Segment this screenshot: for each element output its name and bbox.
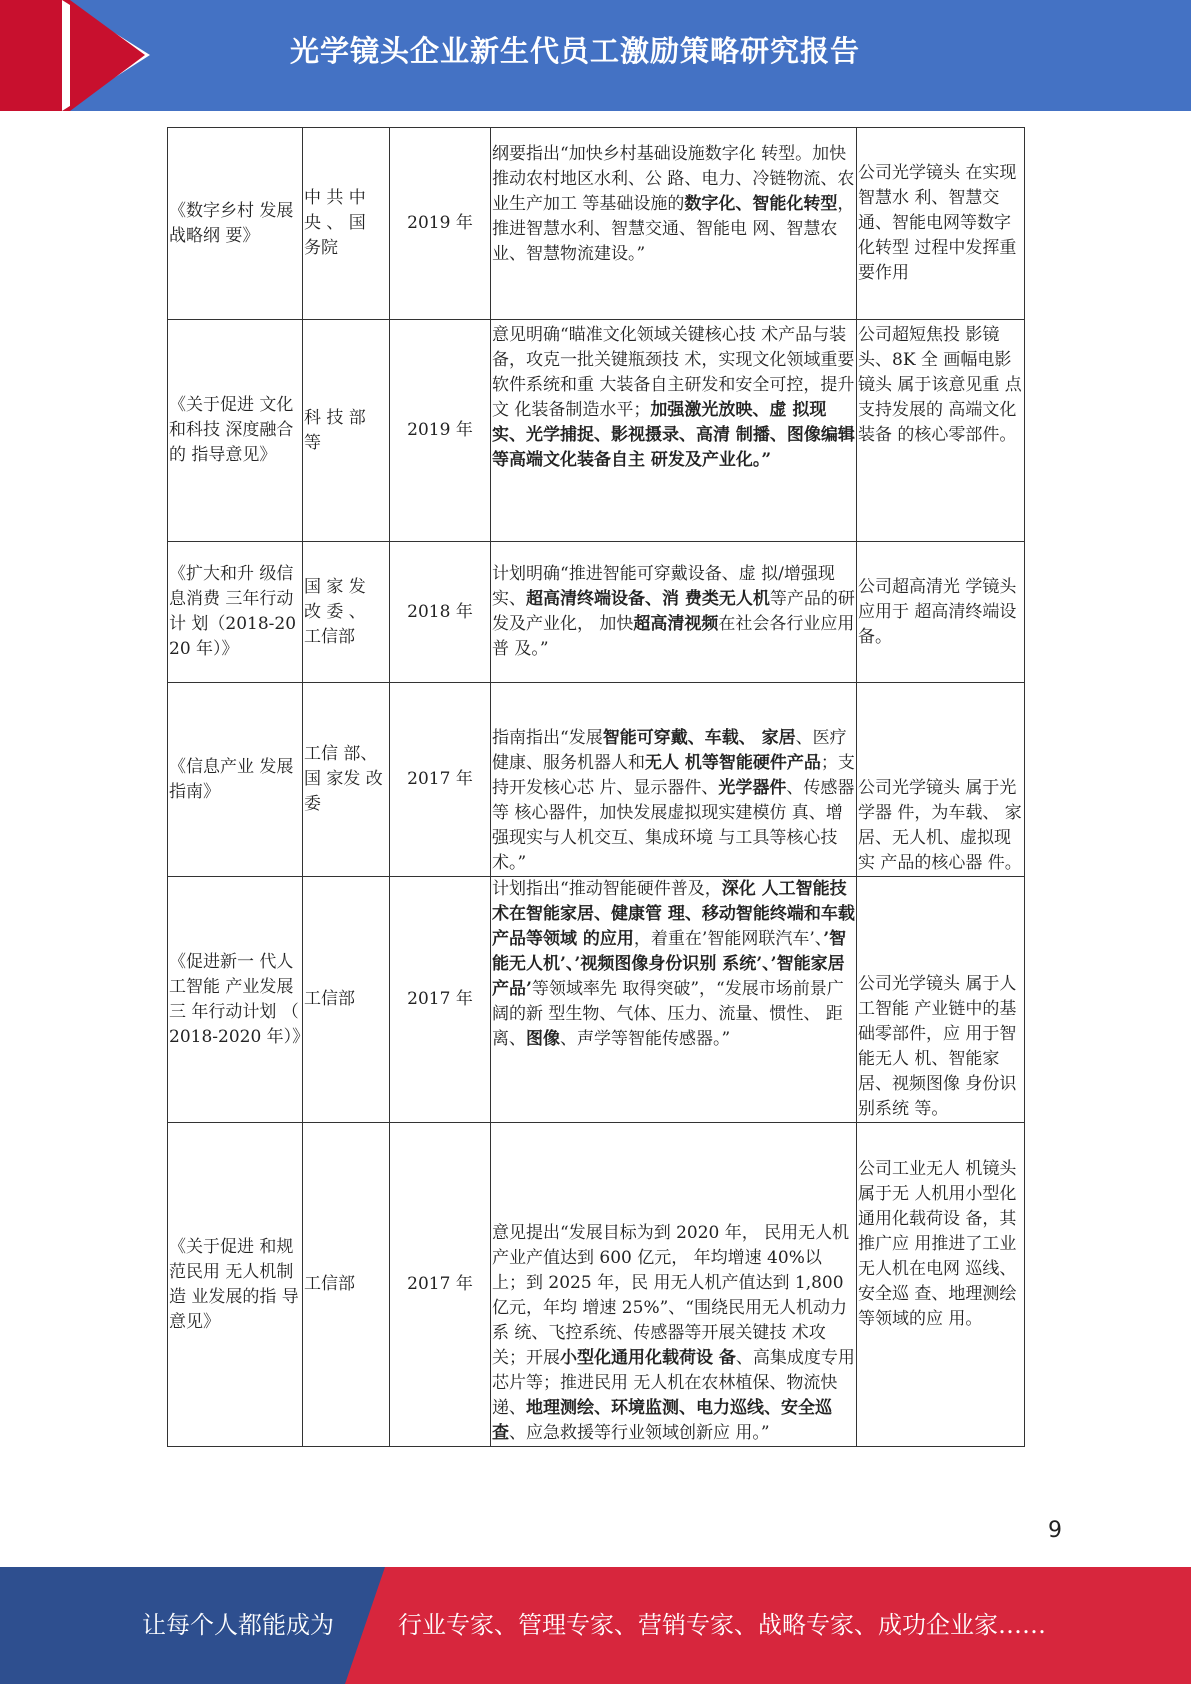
content-text: 纲要指出“加快乡村基础设施数字化 转型。加快推动农村地区水利、公 路、电力、冷链物流、农业生产加工 等基础设施的 bbox=[492, 144, 855, 214]
emphasized-text: 光学器件 bbox=[718, 778, 787, 798]
report-title: 光学镜头企业新生代员工激励策略研究报告 bbox=[290, 34, 861, 68]
emphasized-text: ’智能无人机’、’视频图像身份识别 系统’、’智能家居产品’ bbox=[492, 929, 847, 999]
content-text: 意见明确“瞄准文化领域关键核心技 术产品与装备，攻克一批关键瓶颈技 术，实现文化领域重要软件系统和重 大装备自主研发和安全可控，提升文 化装备制造水平； bbox=[492, 325, 855, 420]
emphasized-text: 无人 机等智能硬件产品 bbox=[645, 753, 821, 773]
table-row bbox=[168, 320, 1025, 542]
policy-name: 《关于促进 文化和科技 深度融合的 指导意见》 bbox=[168, 320, 303, 542]
year: 2018 年 bbox=[390, 542, 491, 683]
content-text: ，着重在’智能网联汽车’、 bbox=[633, 929, 824, 949]
emphasized-text: 图像 bbox=[526, 1029, 560, 1049]
content-text: 、应急救援等行业领域创新应 用。” bbox=[509, 1423, 770, 1443]
content-text: 意见提出“发展目标为到 2020 年， 民用无人机产业产值达到 600 亿元， 年均增速 40%以上；到 2025 年，民 用无人机产值达到 1,800 亿元，年均 增速 25%”、“围绕民用无人机动力系 统、飞控系统、传感器等开展关键技 术攻关；开展 bbox=[492, 1223, 850, 1368]
emphasized-text: 数字化、智能化转型 bbox=[684, 194, 838, 214]
issuer: 国 家 发 改 委 、 工信部 bbox=[303, 542, 390, 683]
policy-content bbox=[491, 542, 857, 683]
relevance: 公司工业无人 机镜头属于无 人机用小型化 通用化载荷设 备，其推广应 用推进了工业无人机在电网 巡线、安全巡 查、地理测绘 等领域的应 用。 bbox=[857, 1123, 1025, 1447]
table-row bbox=[168, 683, 1025, 877]
content-text: 、传感器等 核心器件，加快发展虚拟现实建模仿 真、增强现实与人机交互、集成环境 与工具等核心技术。” bbox=[492, 778, 855, 873]
policy-name: 《关于促进 和规范民用 无人机制造 业发展的指 导意见》 bbox=[168, 1123, 303, 1447]
issuer: 中 共 中 央 、 国 务院 bbox=[303, 128, 390, 320]
relevance: 公司超高清光 学镜头应用于 超高清终端设 备。 bbox=[857, 542, 1025, 683]
content-text: ；支持开发核心芯 片、显示器件、 bbox=[492, 753, 855, 798]
policy-name: 《促进新一 代人工智能 产业发展三 年行动计划 （ 2018-2020 年）》 bbox=[168, 877, 303, 1123]
emphasized-text: 小型化通用化载荷设 备 bbox=[560, 1348, 736, 1368]
emphasized-text: 超高清视频 bbox=[633, 614, 719, 634]
emphasized-text: 地理测绘、环境监测、电力巡线、安全巡 查 bbox=[492, 1398, 832, 1443]
policy-content bbox=[491, 128, 857, 320]
policy-content bbox=[491, 877, 857, 1123]
policy-name: 《信息产业 发展指南》 bbox=[168, 683, 303, 877]
year: 2017 年 bbox=[390, 1123, 491, 1447]
footer-slogan-left: 让每个人都能成为 bbox=[142, 1611, 334, 1639]
year: 2017 年 bbox=[390, 683, 491, 877]
table-row bbox=[168, 877, 1025, 1123]
content-text: ， 推进智慧水利、智慧交通、智能电 网、智慧农业、智慧物流建设。” bbox=[492, 194, 855, 264]
content-text: 计划明确“推进智能可穿戴设备、虚 拟/增强现实、 bbox=[492, 564, 835, 609]
page-number: 9 bbox=[1048, 1518, 1062, 1543]
emphasized-text: 加强激光放映、虚 拟现实、光学捕捉、影视摄录、高清 制播、图像编辑等高端文化装备自主 研发及产业化。” bbox=[492, 400, 855, 470]
content-text: 、高集成度专用芯片等；推进民用 无人机在农林植保、物流快递、 bbox=[492, 1348, 855, 1418]
issuer: 工信 部、国 家发 改 委 bbox=[303, 683, 390, 877]
relevance: 公司光学镜头 属于光学器 件，为车载、 家居、无人机、虚拟现实 产品的核心器 件。 bbox=[857, 683, 1025, 877]
relevance: 公司超短焦投 影镜头、8K 全 画幅电影镜头 属于该意见重 点支持发展的 高端文化装备 的核心零部件。 bbox=[857, 320, 1025, 542]
year: 2019 年 bbox=[390, 128, 491, 320]
policy-name: 《数字乡村 发展战略纲 要》 bbox=[168, 128, 303, 320]
policy-name: 《扩大和升 级信息消费 三年行动计 划（2018-2020 年）》 bbox=[168, 542, 303, 683]
footer-slogan-right: 行业专家、管理专家、营销专家、战略专家、成功企业家…… bbox=[398, 1611, 1046, 1639]
policy-content bbox=[491, 1123, 857, 1447]
content-text: 等产品的研发及产业化， 加快 bbox=[492, 589, 855, 634]
header-red-arrow bbox=[70, 0, 145, 111]
content-text: 在社会各行业应用普 及。” bbox=[492, 614, 855, 659]
policy-table bbox=[167, 127, 1025, 1447]
content-text: 指南指出“发展 bbox=[492, 728, 603, 748]
issuer: 工信部 bbox=[303, 1123, 390, 1447]
emphasized-text: 智能可穿戴、车载、 家居 bbox=[602, 728, 796, 748]
header-red-band bbox=[0, 0, 70, 111]
content-text: 计划指出“推动智能硬件普及， bbox=[492, 879, 722, 899]
year: 2017 年 bbox=[390, 877, 491, 1123]
issuer: 科 技 部 等 bbox=[303, 320, 390, 542]
content-text: 、声学等智能传感器。” bbox=[560, 1029, 731, 1049]
issuer: 工信部 bbox=[303, 877, 390, 1123]
policy-content bbox=[491, 320, 857, 542]
emphasized-text: 深化 人工智能技术在智能家居、健康管 理、移动智能终端和车载产品等领域 的应用 bbox=[492, 879, 855, 949]
table-row bbox=[168, 128, 1025, 320]
header-banner bbox=[0, 0, 1191, 111]
policy-content bbox=[491, 683, 857, 877]
relevance: 公司光学镜头 在实现智慧水 利、智慧交 通、智能电网等数字化转型 过程中发挥重 要作用 bbox=[857, 128, 1025, 320]
table-row bbox=[168, 1123, 1025, 1447]
content-text: 等领域率先 取得突破”，“发展市场前景广阔的新 型生物、气体、压力、流量、惯性、 距离、 bbox=[492, 979, 844, 1049]
content-text: 、医疗健康、服务机器人和 bbox=[492, 728, 847, 773]
emphasized-text: 超高清终端设备、消 费类无人机 bbox=[526, 589, 770, 609]
relevance: 公司光学镜头 属于人工智能 产业链中的基 础零部件，应 用于智能无人 机、智能家居、视频图像 身份识别系统 等。 bbox=[857, 877, 1025, 1123]
table-row bbox=[168, 542, 1025, 683]
year: 2019 年 bbox=[390, 320, 491, 542]
footer-banner bbox=[0, 1567, 1191, 1684]
